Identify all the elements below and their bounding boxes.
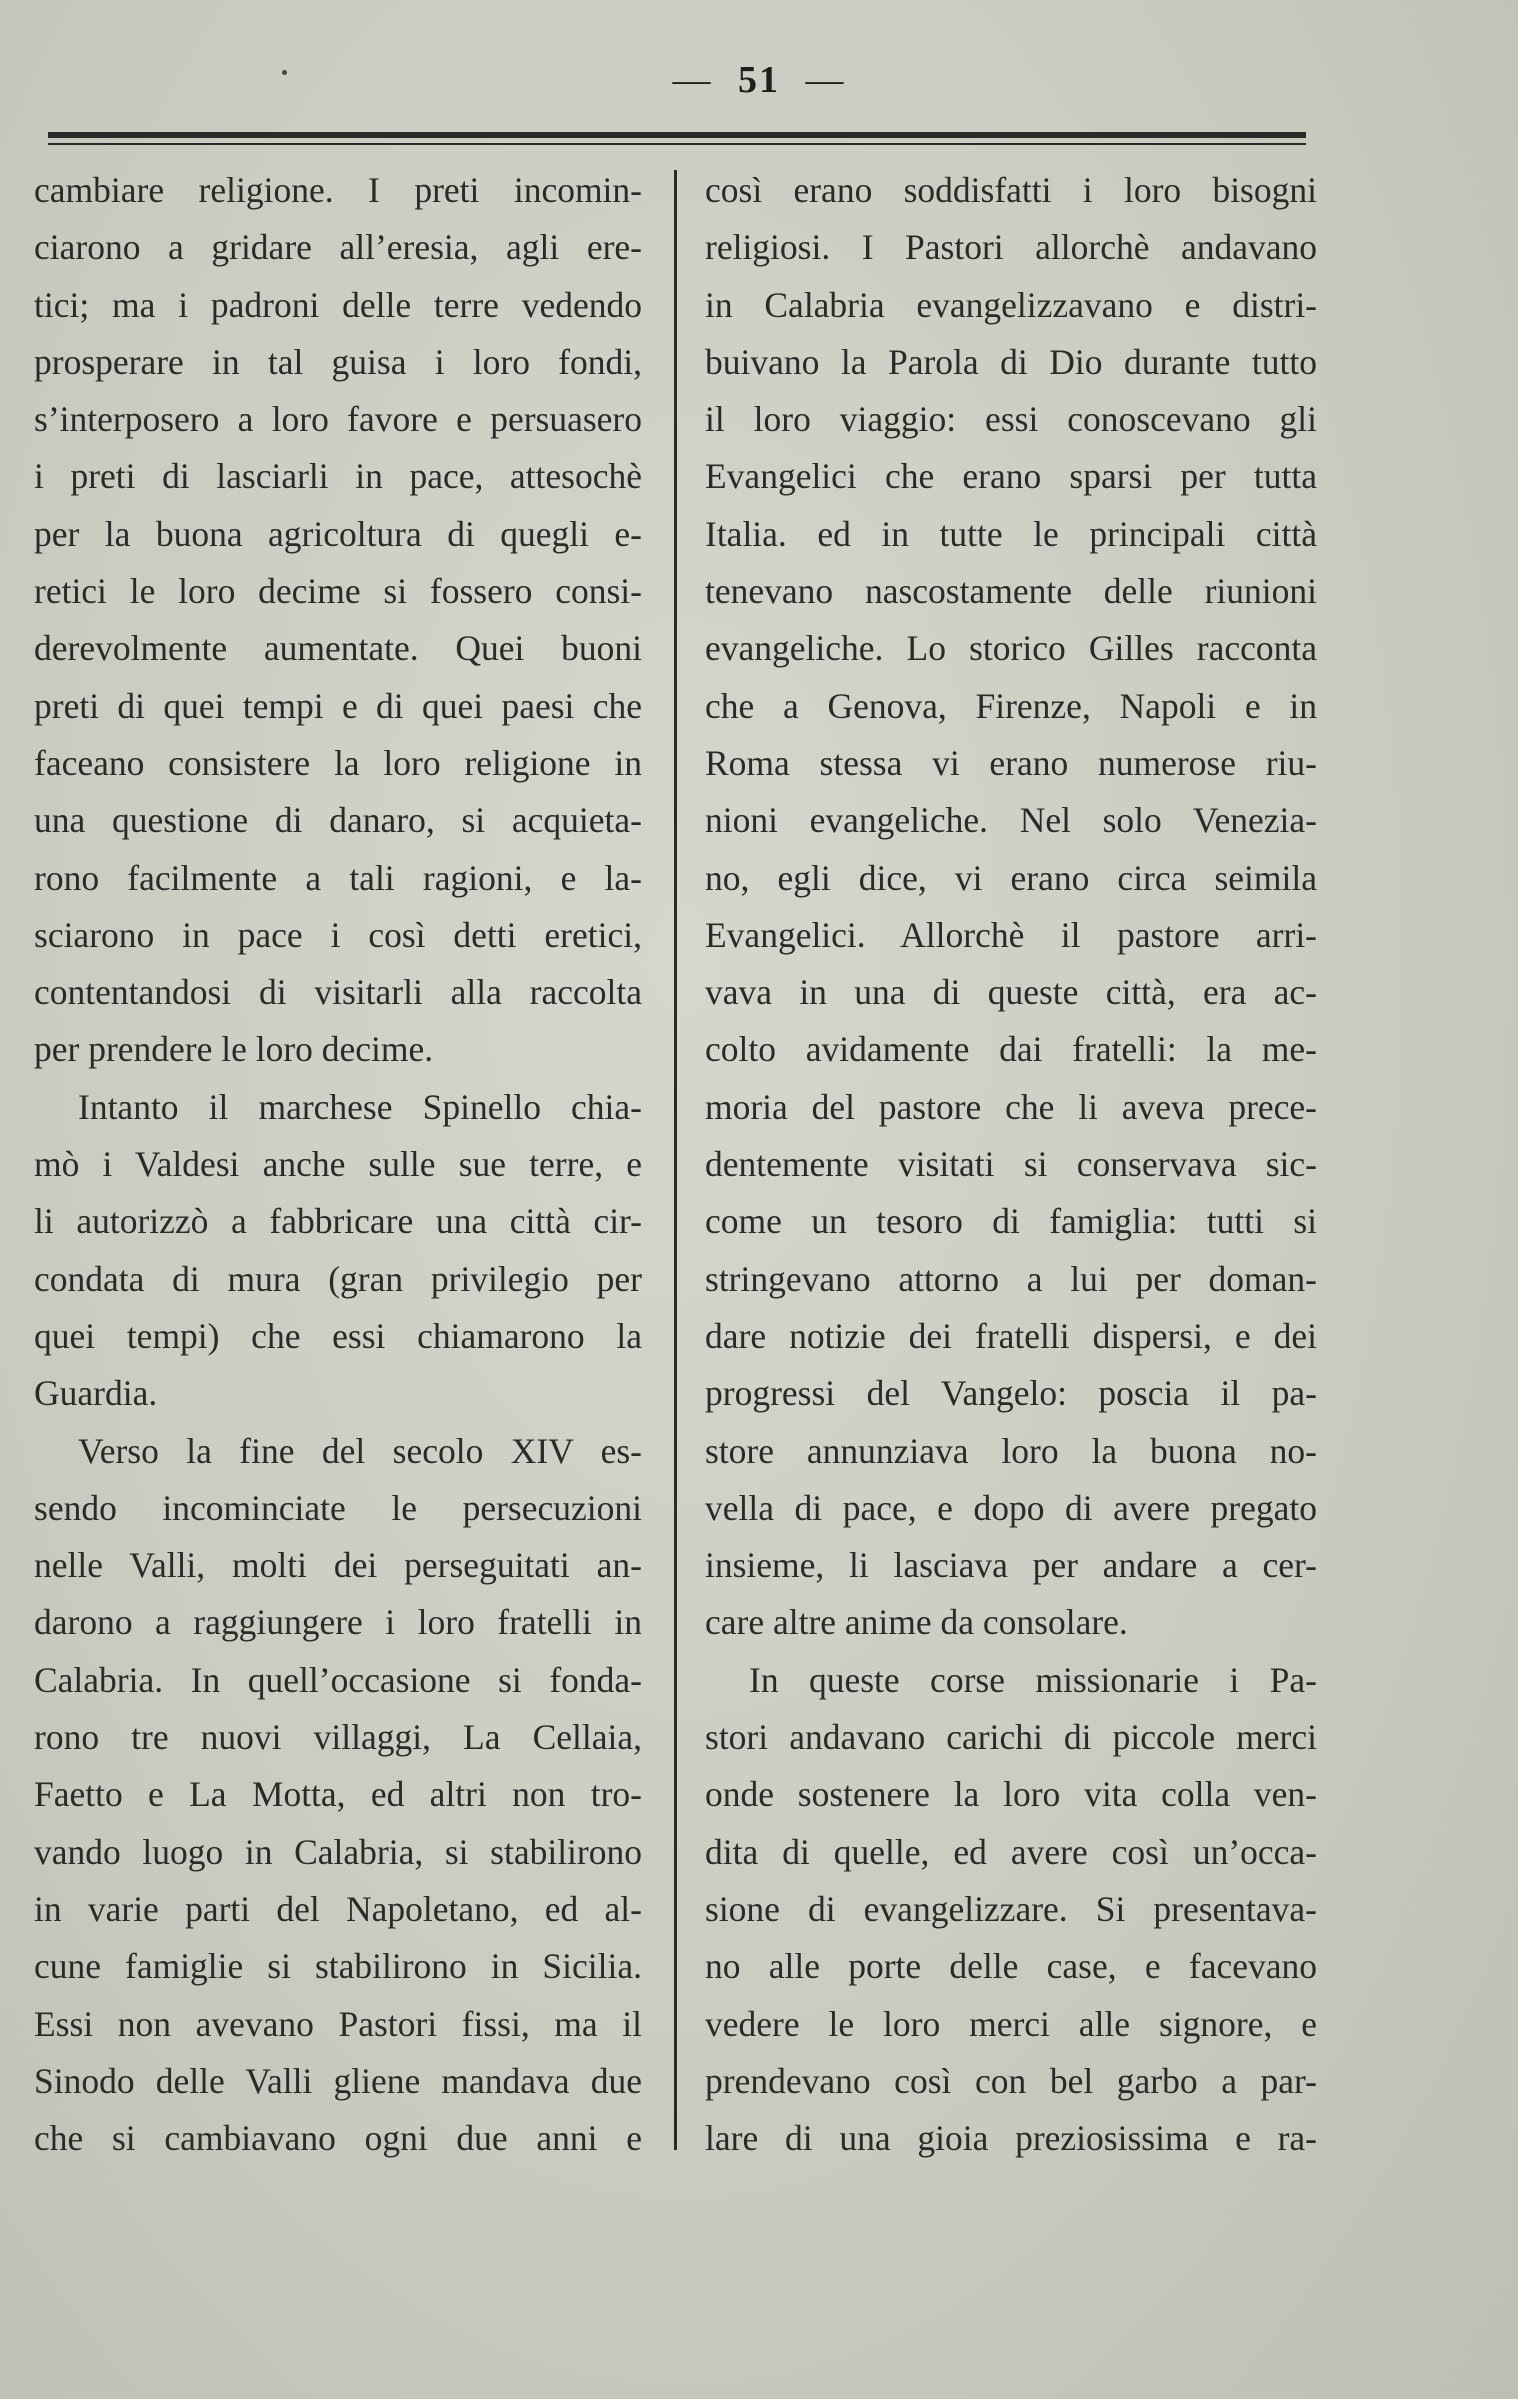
text-line: i preti di lasciarli in pace, attesochè [34,456,642,497]
text-line: evangeliche. Lo storico Gilles racconta [705,628,1317,669]
text-line: lare di una gioia preziosissima e ra- [705,2118,1317,2159]
text-line: moria del pastore che li aveva prece- [705,1086,1317,1127]
text-line: rono tre nuovi villaggi, La Cellaia, [34,1717,642,1758]
text-line: Verso la fine del secolo XIV es- [78,1430,642,1471]
header-rule-thick [48,132,1306,138]
text-line: condata di mura (gran privilegio per [34,1258,642,1299]
text-line: quei tempi) che essi chiamarono la [34,1315,642,1356]
text-line: che si cambiavano ogni due anni e [34,2118,642,2159]
text-line: vella di pace, e dopo di avere pregato [705,1487,1317,1528]
text-line: una questione di danaro, si acquieta- [34,800,642,841]
text-line: s’interposero a loro favore e persuasero [34,399,642,440]
text-line: store annunziava loro la buona no- [705,1430,1317,1471]
text-line: stringevano attorno a lui per doman- [705,1258,1317,1299]
text-line: per la buona agricoltura di quegli e- [34,513,642,554]
text-line: nelle Valli, molti dei perseguitati an- [34,1545,642,1586]
text-line: prosperare in tal guisa i loro fondi, [34,341,642,382]
column-divider [674,170,677,2150]
text-line: vedere le loro merci alle signore, e [705,2003,1317,2044]
text-line: darono a raggiungere i loro fratelli in [34,1602,642,1643]
text-line: mò i Valdesi anche sulle sue terre, e [34,1144,642,1185]
text-line: tenevano nascostamente delle riunioni [705,571,1317,612]
text-line: per prendere le loro decime. [34,1029,434,1070]
text-line: dare notizie dei fratelli dispersi, e dei [705,1315,1317,1356]
text-line: dita di quelle, ed avere così un’occa- [705,1831,1317,1872]
text-line: onde sostenere la loro vita colla ven- [705,1774,1317,1815]
text-line: sendo incominciate le persecuzioni [34,1487,642,1528]
text-line: faceano consistere la loro religione in [34,742,642,783]
text-line: Roma stessa vi erano numerose riu- [705,742,1317,783]
text-line: no, egli dice, vi erano circa seimila [705,857,1317,898]
text-line: contentandosi di visitarli alla raccolta [34,972,642,1013]
text-line: Italia. ed in tutte le principali città [705,513,1317,554]
text-line: care altre anime da consolare. [705,1602,1128,1643]
page-number: 51 [738,59,780,101]
text-line: sciarono in pace i così detti eretici, [34,914,642,955]
text-line: Faetto e La Motta, ed altri non tro- [34,1774,642,1815]
text-line: Intanto il marchese Spinello chia- [78,1086,642,1127]
text-line: sione di evangelizzare. Si presentava- [705,1888,1317,1929]
text-line: derevolmente aumentate. Quei buoni [34,628,642,669]
text-line: li autorizzò a fabbricare una città cir- [34,1201,642,1242]
text-line: cune famiglie si stabilirono in Sicilia. [34,1946,642,1987]
text-line: vava in una di queste città, era ac- [705,972,1317,1013]
right-column [705,162,1317,2167]
text-line: retici le loro decime si fossero consi- [34,571,642,612]
text-line: in Calabria evangelizzavano e distri- [705,284,1317,325]
text-line: come un tesoro di famiglia: tutti si [705,1201,1317,1242]
text-line: colto avidamente dai fratelli: la me- [705,1029,1317,1070]
text-line: Evangelici. Allorchè il pastore arri- [705,914,1317,955]
text-line: Essi non avevano Pastori fissi, ma il [34,2003,642,2044]
text-line: il loro viaggio: essi conoscevano gli [705,399,1317,440]
text-line: che a Genova, Firenze, Napoli e in [705,685,1317,726]
text-line: insieme, li lasciava per andare a cer- [705,1545,1317,1586]
text-line: Evangelici che erano sparsi per tutta [705,456,1317,497]
text-line: no alle porte delle case, e facevano [705,1946,1317,1987]
text-line: vando luogo in Calabria, si stabilirono [34,1831,642,1872]
left-column [34,162,642,2167]
text-line: cambiare religione. I preti incomin- [34,170,642,210]
text-line: tici; ma i padroni delle terre vedendo [34,284,642,325]
text-line: ciarono a gridare all’eresia, agli ere- [34,227,642,268]
text-line: Sinodo delle Valli gliene mandava due [34,2060,642,2101]
header-dash-left: — [672,59,713,101]
text-line: prendevano così con bel garbo a par- [705,2060,1317,2101]
header-dash-right: — [805,59,846,101]
header-rule-thin [48,143,1306,145]
text-line: stori andavano carichi di piccole merci [705,1717,1317,1758]
page-header [0,58,1518,102]
text-line: buivano la Parola di Dio durante tutto [705,341,1317,382]
text-line: Calabria. In quell’occasione si fonda- [34,1659,642,1700]
text-line: preti di quei tempi e di quei paesi che [34,685,642,726]
text-line: nioni evangeliche. Nel solo Venezia- [705,800,1317,841]
text-line: Guardia. [34,1373,158,1414]
text-line: progressi del Vangelo: poscia il pa- [705,1373,1317,1414]
text-line: dentemente visitati si conservava sic- [705,1144,1317,1185]
text-line: in varie parti del Napoletano, ed al- [34,1888,642,1929]
text-line: così erano soddisfatti i loro bisogni [705,170,1317,210]
text-line: rono facilmente a tali ragioni, e la- [34,857,642,898]
text-line: religiosi. I Pastori allorchè andavano [705,227,1317,268]
text-line: In queste corse missionarie i Pa- [749,1659,1317,1700]
